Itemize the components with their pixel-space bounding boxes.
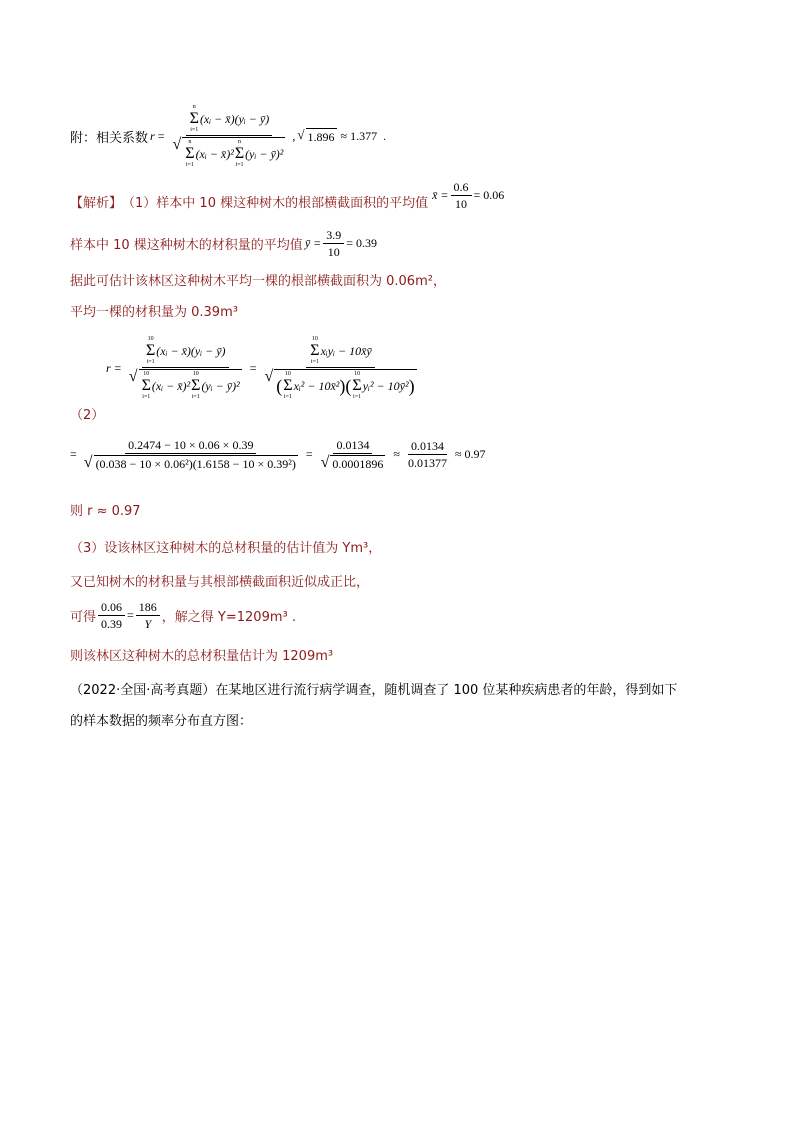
sum-symbol: 10 Σ i=1: [283, 371, 293, 400]
denominator-expr-x: (xᵢ − x̄)²: [195, 147, 234, 161]
equals-sign: =: [127, 608, 134, 622]
next-problem-line2: 的样本数据的频率分布直方图：: [70, 714, 253, 729]
part1-line4: 平均一棵的材积量为 0.39m³: [70, 305, 238, 320]
r-lhs: r =: [106, 361, 122, 375]
den2-b: yᵢ² − 10ȳ²: [362, 379, 409, 393]
part2-formula: [106, 336, 422, 401]
den2-a: xᵢ² − 10x̄²: [293, 379, 340, 393]
sum-symbol: n Σ i=1: [234, 139, 245, 168]
part1-line2: 样本中 10 棵这种树木的材积量的平均值: [70, 238, 303, 253]
equals-sign: =: [305, 447, 313, 462]
equals-sign: =: [70, 447, 77, 462]
equals-sign: =: [249, 361, 257, 375]
part3-line1: （3）设该林区这种树木的总材积量的估计值为 Ym³，: [70, 541, 382, 556]
denominator-expr-x: (xᵢ − x̄)²: [151, 379, 191, 393]
sqrt-symbol: √ n Σ i=1 (xᵢ − x̄)² n Σ i=1 (yᵢ − ȳ)²: [172, 136, 284, 168]
part3-line4: 则该林区这种树木的总材积量估计为 1209m³: [70, 649, 334, 664]
r-computational-fraction: [261, 336, 419, 401]
sqrt-symbol: √ 10 Σ i=1 (xᵢ − x̄)² 10 Σ i=1 (yᵢ − ȳ)²: [128, 368, 240, 400]
denominator-expr-y: (yᵢ − ȳ)²: [201, 379, 240, 393]
part3-get: 可得: [70, 610, 97, 625]
numerator2-expr: xᵢyᵢ − 10x̄ȳ: [320, 344, 372, 358]
then-r: 则 r ≈ 0.97: [70, 504, 141, 519]
calc-result: ≈ 0.97: [454, 447, 486, 462]
r-definition-fraction: [126, 336, 245, 401]
numerator-expr: (xᵢ − x̄)(yᵢ − ȳ): [199, 112, 270, 126]
comma: ,: [292, 129, 296, 143]
sum-symbol: 10 Σ i=1: [191, 371, 201, 400]
calc-fraction-1: 0.2474 − 10 × 0.06 × 0.39 √ (0.038 − 10 × 0.06²)(1.6158 − 10 × 0.39²): [83, 438, 296, 472]
next-problem-line1: （2022·全国·高考真题）在某地区进行流行病学调查，随机调查了 100 位某种疾病患者的年龄，得到如下: [70, 683, 678, 698]
sum-symbol: n Σ i=1: [189, 104, 199, 133]
sum-symbol: 10 Σ i=1: [145, 336, 156, 365]
solution-tag: 【解析】: [70, 196, 123, 211]
part3-solve: ，解之得 Y=1209m³ .: [161, 610, 296, 625]
sum-symbol: 10 Σ i=1: [310, 336, 320, 365]
calc-fraction-3: $\frac{0.0134}{0.01377}$: [407, 439, 447, 471]
sum-symbol: 10 Σ i=1: [352, 371, 362, 400]
equals-sign: =: [157, 129, 165, 143]
ybar-lhs: ȳ =: [304, 236, 322, 250]
appendix-formula: [70, 104, 386, 169]
sum-symbol: n Σ i=1: [185, 139, 195, 168]
part1-line3: 据此可估计该林区这种树木平均一棵的根部横截面积为 0.06m²，: [70, 274, 446, 289]
xbar-lhs: x̄ =: [432, 188, 449, 202]
sum-symbol: 10 Σ i=1: [141, 371, 151, 400]
period: .: [383, 129, 387, 143]
approx-value: ≈ 1.377: [340, 129, 378, 143]
part2-calculation: = 0.2474 − 10 × 0.06 × 0.39 √ (0.038 − 10 × 0.06²)(1.6158 − 10 × 0.39²) = 0.0134 √ 0.0001896 ≈ $\frac{0.0134}{0.01377}$ ≈ 0.97: [70, 438, 486, 472]
solution-part1-row1: [70, 180, 505, 217]
calc-fraction-2: 0.0134 √ 0.0001896: [320, 438, 384, 472]
part1-line1: （1）样本中 10 棵这种树木的根部横截面积的平均值: [122, 196, 429, 211]
ybar-rhs: = 0.39: [346, 236, 378, 250]
sqrt-1896: √ 1.896: [297, 127, 335, 144]
xbar-fraction: $\frac{0.6}{10}$: [451, 180, 472, 211]
part3-line2: 又已知树木的材积量与其根部横截面积近似成正比，: [70, 575, 370, 590]
numerator-expr: (xᵢ − x̄)(yᵢ − ȳ): [156, 344, 226, 358]
ybar-fraction: $\frac{3.9}{10}$: [323, 228, 344, 259]
proportion-left: $\frac{0.06}{0.39}$: [98, 600, 125, 631]
solution-part1-row2: [70, 228, 377, 259]
part2-label: （2）: [70, 408, 105, 423]
correlation-fraction: [169, 104, 288, 169]
xbar-rhs: = 0.06: [473, 188, 505, 202]
appendix-label: 附：相关系数: [70, 131, 149, 146]
denominator-expr-y: (yᵢ − ȳ)²: [245, 147, 284, 161]
sqrt-symbol: √ ( 10 Σ i=1 xᵢ² − 10x̄² )( 10 Σ i=1 yᵢ² − 10ȳ² ): [264, 368, 415, 400]
part3-proportion: [70, 600, 296, 631]
proportion-right: $\frac{186}{Y}$: [136, 600, 160, 631]
r-symbol: r: [150, 129, 155, 143]
